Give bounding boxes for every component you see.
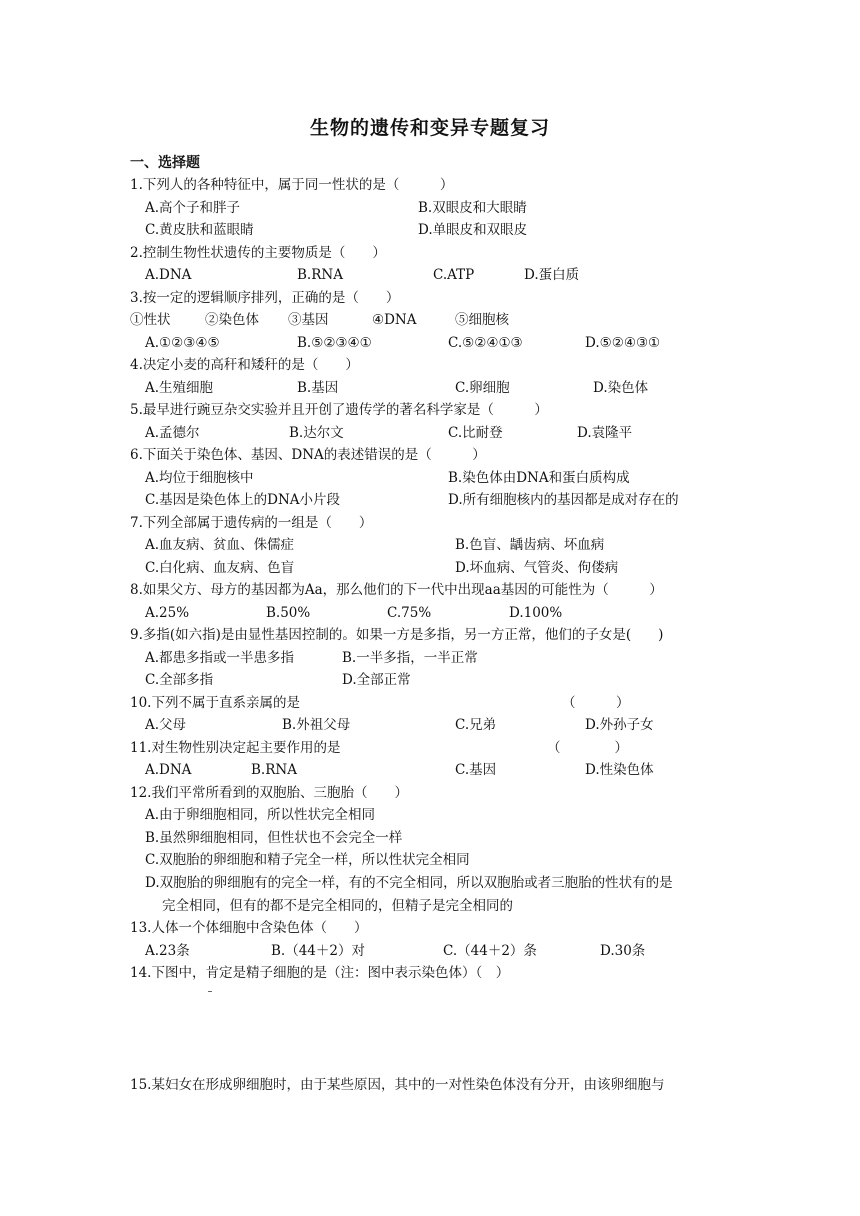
- option-b: B.染色体由DNA和蛋白质构成: [448, 470, 630, 486]
- option-b: B.50%: [266, 605, 311, 621]
- option-a: A.①②③④⑤: [145, 335, 220, 351]
- option-c: C.双胞胎的卵细胞和精子完全一样，所以性状完全相同: [145, 852, 470, 868]
- option-d: D.100%: [509, 605, 563, 621]
- option-d: D.单眼皮和双眼皮: [418, 222, 528, 238]
- page-title: 生物的遗传和变异专题复习: [309, 117, 550, 139]
- question-stem: 8.如果父方、母方的基因都为Aa，那么他们的下一代中出现aa基因的可能性为（ ）: [130, 582, 663, 598]
- option-d: D.坏血病、气管炎、佝偻病: [455, 560, 619, 576]
- option-d: D.性染色体: [585, 762, 654, 778]
- option-d: D.所有细胞核内的基因都是成对存在的: [448, 492, 679, 508]
- question-stem: 9.多指(如六指)是由显性基因控制的。如果一方是多指，另一方正常，他们的子女是( ): [130, 627, 664, 643]
- question-stem: 14.下图中，肯定是精子细胞的是（注：图中表示染色体）（ ）: [130, 965, 510, 981]
- option-c: C.（44＋2）条: [443, 943, 537, 959]
- option-b: B.（44＋2）对: [271, 943, 365, 959]
- option-c: C.基因: [455, 762, 497, 778]
- option-b: B.基因: [297, 380, 339, 396]
- option-b: B.⑤②③④①: [297, 335, 372, 351]
- option-a: A.DNA: [145, 267, 192, 283]
- option-b: B.一半多指，一半正常: [342, 650, 478, 666]
- option-a: A.生殖细胞: [145, 380, 214, 396]
- item-1: ①性状: [130, 312, 171, 328]
- option-c: C.兄弟: [455, 717, 497, 733]
- option-d: D.染色体: [593, 380, 649, 396]
- question-stem: 5.最早进行豌豆杂交实验并且开创了遗传学的著名科学家是（ ）: [130, 402, 548, 418]
- answer-paren: （ ）: [547, 740, 628, 756]
- option-a: A.父母: [145, 717, 187, 733]
- option-c: C.比耐登: [448, 425, 503, 441]
- option-a: A.都患多指或一半患多指: [145, 650, 295, 666]
- option-b: B.达尔文: [289, 425, 344, 441]
- option-b: B.虽然卵细胞相同，但性状也不会完全一样: [145, 830, 403, 846]
- option-d: D.外孙子女: [585, 717, 654, 733]
- option-c: C.白化病、血友病、色盲: [145, 560, 295, 576]
- option-a: A.高个子和胖子: [145, 200, 241, 216]
- option-c: C.卵细胞: [455, 380, 510, 396]
- section-heading: 一、选择题: [130, 155, 200, 171]
- option-d: D.30条: [600, 943, 646, 959]
- question-text: 10.下列不属于直系亲属的是: [130, 695, 300, 711]
- option-b: B.RNA: [297, 267, 343, 283]
- question-stem: 12.我们平常所看到的双胞胎、三胞胎（ ）: [130, 785, 408, 801]
- option-c: C.全部多指: [145, 672, 214, 688]
- option-b: B.色盲、龋齿病、坏血病: [455, 537, 605, 553]
- question-stem: 2.控制生物性状遗传的主要物质是（ ）: [130, 245, 386, 261]
- option-a: A.DNA: [145, 762, 192, 778]
- question-stem: 3.按一定的逻辑顺序排列，正确的是（ ）: [130, 290, 400, 306]
- item-4: ④DNA: [372, 312, 417, 328]
- option-d: D.蛋白质: [524, 267, 580, 283]
- answer-paren: （ ）: [562, 695, 630, 711]
- option-d: D.⑤②④③①: [585, 335, 661, 351]
- option-d: D.全部正常: [342, 672, 411, 688]
- option-b: B.双眼皮和大眼睛: [418, 200, 527, 216]
- option-a: A.孟德尔: [145, 425, 200, 441]
- question-stem: 4.决定小麦的高秆和矮秆的是（ ）: [130, 357, 359, 373]
- option-c: C.基因是染色体上的DNA小片段: [145, 492, 341, 508]
- question-stem: 7.下列全部属于遗传病的一组是（ ）: [130, 515, 373, 531]
- option-c: C.75%: [387, 605, 432, 621]
- option-a: A.23条: [145, 943, 190, 959]
- question-stem: 6.下面关于染色体、基因、DNA的表述错误的是（ ）: [130, 447, 486, 463]
- option-b: B.外祖父母: [282, 717, 351, 733]
- question-stem: 1.下列人的各种特征中，属于同一性状的是（ ）: [130, 177, 454, 193]
- question-stem: 15.某妇女在形成卵细胞时，由于某些原因，其中的一对性染色体没有分开，由该卵细胞与: [130, 1077, 665, 1093]
- item-5: ⑤细胞核: [455, 312, 509, 328]
- question-text: 11.对生物性别决定起主要作用的是: [130, 740, 341, 756]
- option-b: B.RNA: [251, 762, 297, 778]
- option-d-continued: 完全相同，但有的都不是完全相同的，但精子是完全相同的: [162, 898, 513, 914]
- option-c: C.⑤②④①③: [448, 335, 523, 351]
- option-c: C.ATP: [433, 267, 475, 283]
- question-stem: 13.人体一个体细胞中含染色体（ ）: [130, 920, 368, 936]
- option-a: A.血友病、贫血、侏儒症: [145, 537, 295, 553]
- item-2: ②染色体: [205, 312, 259, 328]
- option-a: A.25%: [145, 605, 190, 621]
- option-a: A.由于卵细胞相同，所以性状完全相同: [145, 807, 376, 823]
- option-d: D.双胞胎的卵细胞有的完全一样，有的不完全相同，所以双胞胎或者三胞胎的性状有的是: [145, 875, 673, 891]
- option-c: C.黄皮肤和蓝眼睛: [145, 222, 254, 238]
- figure-placeholder-mark: [208, 991, 212, 992]
- option-a: A.均位于细胞核中: [145, 470, 254, 486]
- item-3: ③基因: [288, 312, 329, 328]
- option-d: D.袁隆平: [577, 425, 633, 441]
